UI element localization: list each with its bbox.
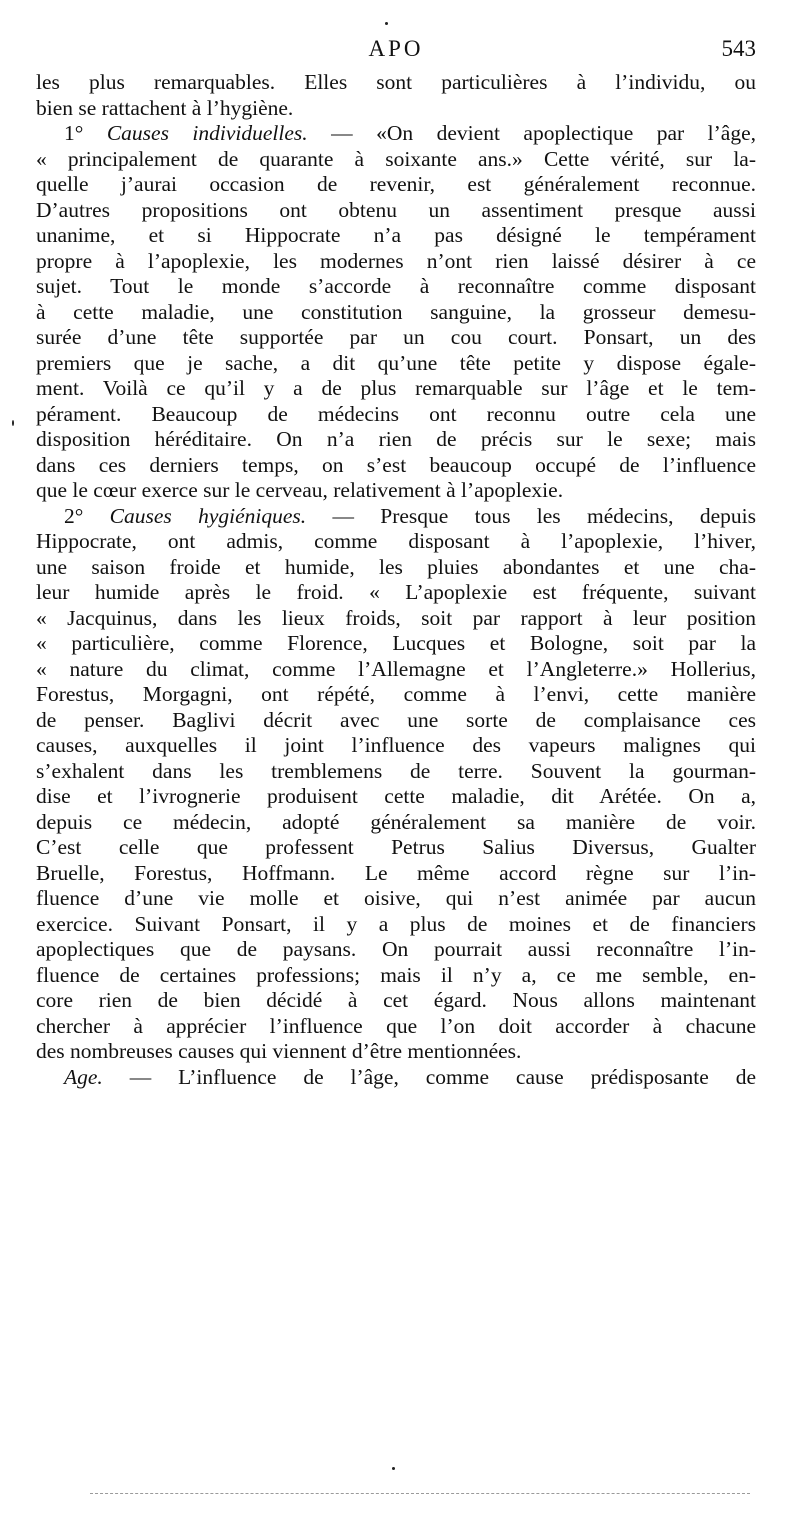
section-heading-individual-causes: Causes individuelles. [106, 121, 308, 145]
text-line: Bruelle, Forestus, Hoffmann. Le même accord règne sur l’in- [36, 860, 756, 885]
text-line: une saison froide et humide, les pluies abondantes et une cha- [36, 554, 756, 579]
text-line: sujet. Tout le monde s’accorde à reconnaître comme disposant [36, 274, 756, 298]
text-line: premiers que je sache, a dit qu’une tête petite y dispose égale- [36, 350, 756, 375]
text-line: des nombreuses causes qui viennent d’être mentionnées. [36, 1039, 522, 1063]
text-line: « Jacquinus, dans les lieux froids, soit par rapport à leur position [36, 605, 756, 630]
text-line: unanime, et si Hippocrate n’a pas désigné le tempérament [36, 223, 756, 247]
text-line: « particulière, comme Florence, Lucques et Bologne, soit par la [36, 631, 756, 655]
text-line: à cette maladie, une constitution sanguine, la grosseur demesu- [36, 299, 756, 324]
print-speck [12, 420, 14, 426]
text-line: Hippocrate, ont admis, comme disposant à l’apoplexie, l’hiver, [36, 529, 756, 553]
text-line: que le cœur exerce sur le cerveau, relativement à l’apoplexie. [36, 478, 564, 502]
text-line: apoplectiques que de paysans. On pourrait aussi reconnaître l’in- [36, 937, 756, 961]
text-line: les plus remarquables. Elles sont particulières à l’individu, ou [36, 70, 756, 94]
text-line: core rien de bien décidé à cet égard. Nous allons maintenant [36, 988, 756, 1012]
text-line: disposition héréditaire. On n’a rien de précis sur le sexe; mais [36, 427, 756, 451]
text-line: s’exhalent dans les tremblemens de terre. Souvent la gourman- [36, 758, 756, 783]
text-line: dise et l’ivrognerie produisent cette maladie, dit Arétée. On a, [36, 784, 756, 808]
text-line: fluence d’une vie molle et oisive, qui n’est animée par aucun [36, 886, 756, 910]
section-line-hygienic-causes [36, 504, 756, 530]
text-line: D’autres propositions ont obtenu un assentiment presque aussi [36, 197, 756, 222]
text-line: pérament. Beaucoup de médecins ont reconnu outre cela une [36, 401, 756, 426]
text-run: — Presque tous les médecins, depuis [306, 503, 756, 528]
text-line: Forestus, Morgagni, ont répété, comme à l’envi, cette manière [36, 682, 756, 706]
section-line-age [36, 1065, 756, 1091]
section-heading-hygienic-causes: Causes hygiéniques. [109, 503, 307, 528]
text-line: quelle j’aurai occasion de revenir, est généralement reconnue. [36, 172, 756, 196]
text-line: dans ces derniers temps, on s’est beaucoup occupé de l’influence [36, 452, 756, 477]
text-line: surée d’une tête supportée par un cou court. Ponsart, un des [36, 325, 756, 349]
page-number: 543 [721, 36, 756, 61]
text-line: C’est celle que professent Petrus Salius Diversus, Gualter [36, 835, 756, 859]
footer-bleed-line [90, 1493, 750, 1494]
text-line: bien se rattachent à l’hygiène. [36, 95, 294, 120]
text-line: « nature du climat, comme l’Allemagne et l’Angleterre.» Hollerius, [36, 656, 756, 681]
text-line: depuis ce médecin, adopté généralement sa manière de voir. [36, 809, 756, 834]
text-run: — L’influence de l’âge, comme cause prédisposante de [102, 1064, 756, 1089]
section-line-individual-causes [36, 121, 756, 147]
section-number: 2° [64, 503, 110, 528]
text-line: leur humide après le froid. « L’apoplexie est fréquente, suivant [36, 580, 756, 604]
text-line: ment. Voilà ce qu’il y a de plus remarquable sur l’âge et le tem- [36, 376, 756, 400]
print-speck [385, 22, 388, 25]
section-heading-age: Age. [64, 1064, 103, 1089]
text-line: « principalement de quarante à soixante ans.» Cette vérité, sur la- [36, 146, 756, 171]
running-head: APO [368, 36, 424, 61]
body-text [36, 70, 756, 1090]
section-number: 1° [64, 121, 107, 145]
text-line: causes, auxquelles il joint l’influence des vapeurs malignes qui [36, 733, 756, 757]
text-line: de penser. Baglivi décrit avec une sorte de complaisance ces [36, 707, 756, 732]
page-header [36, 36, 756, 70]
text-line: chercher à apprécier l’influence que l’on doit accorder à chacune [36, 1013, 756, 1038]
text-run: — «On devient apoplectique par l’âge, [307, 121, 756, 145]
text-line: propre à l’apoplexie, les modernes n’ont rien laissé désirer à ce [36, 248, 756, 273]
print-speck [392, 1467, 395, 1470]
text-line: fluence de certaines professions; mais il n’y a, ce me semble, en- [36, 962, 756, 987]
text-line: exercice. Suivant Ponsart, il y a plus de moines et de financiers [36, 911, 756, 936]
